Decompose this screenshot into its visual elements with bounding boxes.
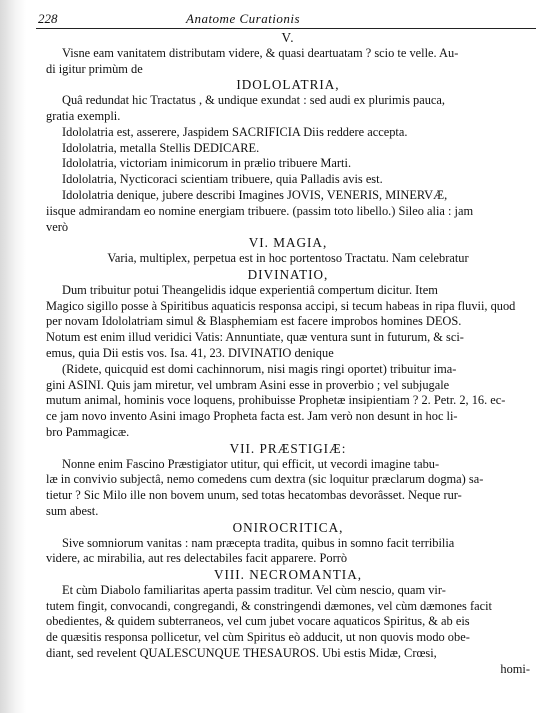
text-line: per novam Idololatriam simul & Blasphemiam est facere improbos homines DEOS.	[46, 314, 462, 329]
page-header	[36, 10, 536, 29]
text-line: Nonne enim Fascino Præstigiator utitur, qui efficit, ut vecordi imagine tabu-	[62, 456, 440, 471]
section-heading: VII. PRÆSTIGIÆ:	[229, 440, 347, 456]
section-heading: VI. MAGIA,	[248, 235, 328, 251]
text-line: obedientes, & quidem subterraneos, vel cum jubet vocare aquaticos Spiritus, & ab eis	[46, 614, 470, 629]
text-line: Idololatria denique, jubere describi Imagines JOVIS, VENERIS, MINERVÆ,	[62, 187, 448, 202]
text-line: Sive somniorum vanitas : nam præcepta tradita, quibus in somno facit terribilia	[62, 535, 455, 550]
text-line: Idololatria est, asserere, Jaspidem SACRIFICIA Diis reddere accepta.	[62, 124, 408, 139]
text-line: Dum tribuitur potui Theangelidis idque experientiâ compertum dicitur. Item	[62, 282, 438, 297]
text-line: emus, quia Dii estis vos. Isa. 41, 23. DIVINATIO denique	[46, 345, 334, 360]
text-line: Idololatria, Nycticoraci scientiam tribuere, quia Palladis avis est.	[62, 172, 383, 187]
text-line: diant, sed revelent QUALESCUNQUE THESAUROS. Ubi estis Midæ, Crœsi,	[46, 646, 437, 661]
text-line: gratia exempli.	[46, 108, 121, 123]
text-line: di igitur primùm de	[46, 61, 143, 76]
text-line: Quâ redundat hic Tractatus , & undique exundat : sed audi ex plurimis pauca,	[62, 93, 445, 108]
text-line: (Ridete, quicquid est domi cachinnorum, nisi magis ringi oportet) tribuitur ima-	[62, 361, 457, 376]
section-heading: IDOLOLATRIA,	[236, 77, 340, 93]
text-line: Idololatria, victoriam inimicorum in prælio tribuere Marti.	[62, 156, 352, 171]
text-line: ce jam novo invento Asini imago Propheta facta est. Jam verò non desunt in hoc li-	[46, 409, 458, 424]
section-heading: V.	[281, 30, 295, 45]
text-line: iisque admirandam eo nomine energiam tribuere. (passim toto libello.) Sileo alia : jam	[46, 203, 474, 218]
text-line: tietur ? Sic Milo ille non bovem unum, sed totas hecatombas devorâsset. Neque rur-	[46, 488, 462, 503]
page-number: 228	[38, 11, 58, 26]
text-line: gini ASINI. Quis jam miretur, vel umbram Asini esse in proverbio ; vel subjugale	[46, 377, 450, 392]
section-heading: DIVINATIO,	[247, 266, 329, 282]
text-line: tutem fingit, convocandi, congregandi, & constringendi dæmones, vel cùm dæmones facit	[46, 598, 492, 613]
text-line: Et cùm Diabolo familiaritas aperta passim traditur. Vel cùm nescio, quam vir-	[62, 582, 446, 597]
page-gutter-shadow	[0, 0, 26, 713]
text-line: sum abest.	[46, 503, 99, 518]
text-line: de quæsitis responsa pollicetur, vel cùm Spiritus eò adducit, ut non quovis modo obe-	[46, 630, 470, 645]
text-line: Visne eam vanitatem distributam videre, & quasi deartuatam ? scio te velle. Au-	[62, 45, 459, 60]
text-line: læ in convivio subjectâ, nemo comedens cum dextra (sic loquitur præclarum dogma) sa-	[46, 472, 484, 487]
text-line: mutum animal, hominis voce loquens, prohibuisse Prophetæ insipientiam ? 2. Petr. 2, 16. ec-	[46, 393, 506, 408]
running-title: Anatome Curationis	[186, 11, 301, 26]
section-heading: VIII. NECROMANTIA,	[213, 567, 363, 583]
text-line: verò	[46, 219, 69, 234]
section-heading: ONIROCRITICA,	[232, 519, 344, 535]
text-line: bro Pammagicæ.	[46, 424, 130, 439]
text-line: Varia, multiplex, perpetua est in hoc portentoso Tractatu. Nam celebratur	[107, 251, 469, 266]
text-line: homi-	[500, 661, 530, 676]
text-line: Notum est enim illud veridici Vatis: Annuntiate, quæ ventura sunt in futurum, & sci-	[46, 330, 464, 345]
text-line: Magico sigillo posse à Spiritibus aquaticis responsa accipi, si tecum habeas in ripa fluvii, quod	[46, 298, 516, 313]
text-line: Idololatria, metalla Stellis DEDICARE.	[62, 140, 260, 155]
page-body-text	[46, 30, 530, 678]
text-line: videre, ac mirabilia, aut res delectabiles facit apparere. Porrò	[46, 551, 348, 566]
